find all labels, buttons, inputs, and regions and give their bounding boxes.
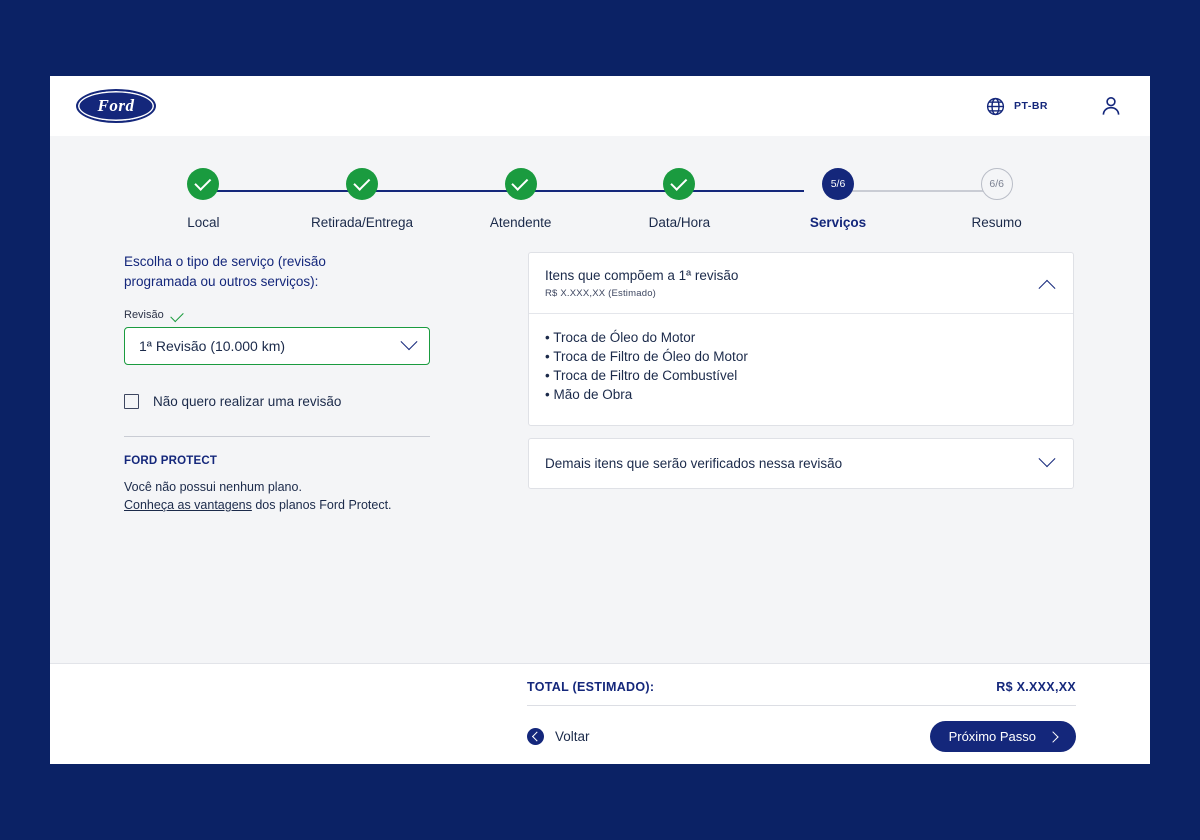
back-button-label: Voltar xyxy=(555,729,590,744)
step-retirada-entrega-bubble xyxy=(346,168,378,200)
step-data-hora[interactable] xyxy=(600,168,759,230)
accordion-itens-revisao-subtitle: R$ X.XXX,XX (Estimado) xyxy=(545,288,657,299)
globe-icon xyxy=(985,96,1006,117)
accordion-itens-revisao xyxy=(528,252,1074,426)
columns xyxy=(50,238,1150,512)
ford-protect-title: FORD PROTECT xyxy=(124,455,218,468)
language-selector[interactable] xyxy=(985,96,1048,117)
app-footer xyxy=(50,663,1150,764)
progress-stepper xyxy=(124,168,1076,238)
back-button[interactable] xyxy=(527,728,590,745)
accordion-itens-revisao-title: Itens que compõem a 1ª revisão xyxy=(545,268,739,283)
language-label: PT-BR xyxy=(1014,100,1048,112)
chevron-down-icon xyxy=(401,333,418,350)
accordion-itens-revisao-texts xyxy=(545,268,738,299)
step-retirada-entrega[interactable] xyxy=(283,168,442,230)
ford-protect-line1: Você não possui nenhum plano. xyxy=(124,480,302,495)
revision-select-value: 1ª Revisão (10.000 km) xyxy=(139,338,286,355)
left-column xyxy=(124,252,430,512)
step-data-hora-bubble xyxy=(663,168,695,200)
left-divider xyxy=(124,436,430,437)
next-step-button[interactable] xyxy=(930,721,1076,752)
step-atendente[interactable] xyxy=(441,168,600,230)
step-local-label: Local xyxy=(187,215,220,230)
chevron-up-icon[interactable] xyxy=(1039,279,1056,296)
step-atendente-bubble xyxy=(505,168,537,200)
step-retirada-entrega-label: Retirada/Entrega xyxy=(310,215,414,230)
revision-field-label-row xyxy=(124,309,430,321)
total-value: R$ X.XXX,XX xyxy=(996,680,1076,694)
accordion-demais-itens-title: Demais itens que serão verificados nessa revisão xyxy=(545,455,843,471)
stepper-items xyxy=(124,168,1076,230)
step-servicos[interactable] xyxy=(759,168,918,230)
ford-logo-text: Ford xyxy=(97,96,135,115)
step-local[interactable] xyxy=(124,168,283,230)
ford-protect-line2-rest: dos planos Ford Protect. xyxy=(251,498,392,513)
step-resumo-bubble: 6/6 xyxy=(981,168,1013,200)
chevron-down-icon[interactable] xyxy=(1039,450,1056,467)
ford-protect-line2 xyxy=(124,498,430,512)
next-step-button-label: Próximo Passo xyxy=(948,729,1036,744)
accordion-demais-itens-header[interactable] xyxy=(529,439,1073,488)
no-revision-label: Não quero realizar uma revisão xyxy=(153,394,342,410)
list-item: • Troca de Filtro de Óleo do Motor xyxy=(545,349,748,365)
accordion-itens-revisao-divider xyxy=(529,313,1073,314)
header-right-group xyxy=(985,93,1124,119)
arrow-right-icon xyxy=(1047,731,1058,742)
step-servicos-bubble: 5/6 xyxy=(822,168,854,200)
no-revision-checkbox[interactable] xyxy=(124,394,139,409)
step-resumo-label: Resumo xyxy=(971,215,1022,230)
right-column xyxy=(528,252,1074,512)
revision-field-label: Revisão xyxy=(124,309,164,322)
arrow-left-icon xyxy=(527,728,544,745)
step-servicos-label: Serviços xyxy=(809,215,867,230)
no-revision-checkbox-row[interactable] xyxy=(124,394,430,409)
app-window xyxy=(50,76,1150,764)
step-atendente-label: Atendente xyxy=(489,215,552,230)
ford-logo[interactable] xyxy=(76,89,156,123)
action-row xyxy=(527,721,1076,752)
accordion-itens-revisao-body xyxy=(529,324,1073,425)
step-data-hora-label: Data/Hora xyxy=(648,215,711,230)
service-question: Escolha o tipo de serviço (revisão programada ou outros serviços): xyxy=(124,254,326,289)
list-item: • Troca de Óleo do Motor xyxy=(545,330,696,345)
accordion-itens-revisao-header[interactable] xyxy=(529,253,1073,313)
accordion-demais-itens xyxy=(528,438,1074,489)
total-label: TOTAL (ESTIMADO): xyxy=(527,680,655,694)
app-header xyxy=(50,76,1150,136)
account-button[interactable] xyxy=(1098,93,1124,119)
valid-check-icon xyxy=(170,308,183,321)
revision-select[interactable] xyxy=(124,327,430,365)
total-row xyxy=(527,680,1076,706)
list-item: • Troca de Filtro de Combustível xyxy=(545,368,738,384)
step-resumo[interactable] xyxy=(917,168,1076,230)
main-content xyxy=(50,136,1150,663)
step-local-bubble xyxy=(187,168,219,200)
footer-inner xyxy=(527,680,1076,752)
list-item: • Mão de Obra xyxy=(545,387,633,403)
ford-protect-link[interactable]: Conheça as vantagens xyxy=(124,498,252,513)
